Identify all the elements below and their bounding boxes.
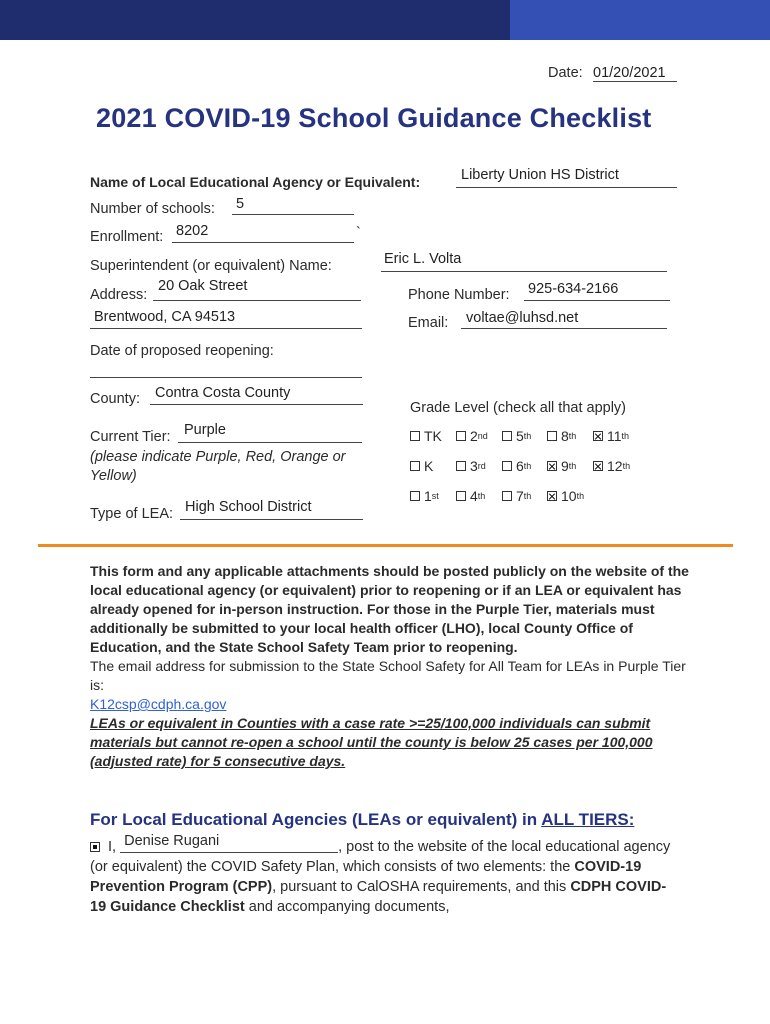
lea-value[interactable]: Liberty Union HS District — [461, 167, 619, 183]
grade-checkbox[interactable] — [410, 461, 420, 471]
attestation-checkbox[interactable] — [90, 842, 100, 852]
grade-checkbox[interactable] — [456, 491, 466, 501]
checklist-text: CDPH COVID-19 Guidance Checklist — [90, 879, 667, 915]
grade-label-text: 7 — [516, 488, 524, 504]
notice-email-text: The email address for submission to the State School Safety for All Team for LEAs in Purple Tier is: — [90, 658, 686, 693]
notice-block — [90, 562, 690, 771]
lea-label: Name of Local Educational Agency or Equivalent: — [90, 174, 421, 190]
all-tiers-heading — [90, 810, 634, 830]
signer-name: Denise Rugani — [124, 833, 220, 849]
date-value: 01/20/2021 — [593, 65, 677, 82]
grade-checkbox[interactable] — [502, 461, 512, 471]
grade-10[interactable] — [547, 488, 584, 504]
attestation-i: I, — [108, 839, 117, 855]
grade-label-text: K — [424, 458, 434, 474]
date-label: Date: — [548, 65, 583, 81]
schools-label: Number of schools: — [90, 201, 215, 217]
grade-9[interactable] — [547, 458, 576, 474]
tier-hint: (please indicate Purple, Red, Orange or Yellow) — [90, 449, 346, 484]
county-underline — [150, 404, 363, 405]
grade-checkbox[interactable] — [502, 431, 512, 441]
grade-checkbox[interactable] — [410, 431, 420, 441]
signer-field[interactable] — [120, 833, 338, 853]
grade-checkbox[interactable] — [547, 431, 557, 441]
enrollment-underline — [172, 242, 354, 243]
tier-value[interactable]: Purple — [184, 422, 226, 438]
grade-sup: th — [622, 461, 631, 471]
grade-sup: nd — [477, 431, 488, 441]
grade-label-text: 3 — [470, 458, 478, 474]
cpp-text: COVID-19 Prevention Program (CPP) — [90, 859, 642, 895]
header-bar-accent — [510, 0, 770, 40]
attestation-text-3: and accompanying documents, — [248, 899, 450, 915]
phone-value[interactable]: 925-634-2166 — [528, 281, 619, 297]
heading-all-tiers: ALL TIERS: — [541, 810, 635, 829]
attestation-text-2: , pursuant to CalOSHA requirements, and this — [272, 879, 567, 895]
grade-sup: rd — [477, 461, 486, 471]
lea-type-label: Type of LEA: — [90, 506, 174, 522]
grade-1[interactable] — [410, 488, 439, 504]
submission-email-link[interactable]: K12csp@cdph.ca.gov — [90, 696, 227, 712]
grade-label-text: 12 — [607, 458, 623, 474]
grade-sup: th — [523, 461, 532, 471]
enrollment-label: Enrollment: — [90, 229, 164, 245]
superintendent-underline — [381, 271, 667, 272]
address-line2[interactable]: Brentwood, CA 94513 — [94, 309, 236, 325]
grade-4[interactable] — [456, 488, 485, 504]
address-underline-1 — [153, 300, 361, 301]
address-underline-2 — [90, 328, 362, 329]
grade-sup: th — [523, 491, 532, 501]
grade-11[interactable] — [593, 428, 629, 444]
address-label: Address: — [90, 287, 148, 303]
grade-checkbox[interactable] — [456, 461, 466, 471]
attestation-text-1: , post to the website of the local educational agency (or equivalent) the COVID Safety Plan, which consists of two elements: the — [90, 839, 671, 875]
grade-checkbox[interactable] — [502, 491, 512, 501]
grade-checkbox[interactable] — [547, 491, 557, 501]
grade-label-text: 6 — [516, 458, 524, 474]
section-divider — [38, 544, 733, 547]
grade-checkbox[interactable] — [547, 461, 557, 471]
grade-12[interactable] — [593, 458, 630, 474]
superintendent-label: Superintendent (or equivalent) Name: — [90, 258, 332, 274]
phone-label: Phone Number: — [408, 287, 510, 303]
grade-checkbox[interactable] — [593, 431, 603, 441]
grade-level-label: Grade Level (check all that apply) — [410, 400, 626, 416]
grade-checkbox[interactable] — [456, 431, 466, 441]
email-underline — [461, 328, 667, 329]
grade-label-text: 5 — [516, 428, 524, 444]
grade-label-text: 8 — [561, 428, 569, 444]
grade-2[interactable] — [456, 428, 488, 444]
heading-prefix: For Local Educational Agencies (LEAs or equivalent) in — [90, 810, 538, 829]
grade-checkbox[interactable] — [410, 491, 420, 501]
grade-sup: th — [621, 431, 630, 441]
county-value[interactable]: Contra Costa County — [155, 385, 291, 401]
reopening-underline[interactable] — [90, 377, 362, 378]
schools-value[interactable]: 5 — [236, 196, 245, 212]
superintendent-value[interactable]: Eric L. Volta — [384, 251, 462, 267]
email-label: Email: — [408, 315, 449, 331]
phone-underline — [524, 300, 670, 301]
email-value[interactable]: voltae@luhsd.net — [466, 310, 579, 326]
grade-label-text: 1 — [424, 488, 432, 504]
grade-checkbox[interactable] — [593, 461, 603, 471]
grade-5[interactable] — [502, 428, 531, 444]
grade-3[interactable] — [456, 458, 486, 474]
grade-sup: th — [568, 431, 577, 441]
enrollment-tick: ` — [356, 225, 361, 241]
grade-tk[interactable] — [410, 428, 442, 444]
address-line1[interactable]: 20 Oak Street — [158, 278, 248, 294]
grade-sup: th — [523, 431, 532, 441]
attestation-block — [90, 833, 680, 917]
lea-type-value[interactable]: High School District — [185, 499, 312, 515]
schools-underline — [232, 214, 354, 215]
page-title: 2021 COVID-19 School Guidance Checklist — [96, 103, 652, 133]
grade-8[interactable] — [547, 428, 576, 444]
grade-7[interactable] — [502, 488, 531, 504]
grade-6[interactable] — [502, 458, 531, 474]
case-rate-warning: LEAs or equivalent in Counties with a case rate >=25/100,000 individuals can submit materials but cannot re-open a school until the county is below 25 cases per 100,000 (adjusted rate) for 5 consecutive days. — [90, 715, 653, 769]
county-label: County: — [90, 391, 140, 407]
grade-label-text: TK — [424, 428, 442, 444]
grade-sup: th — [568, 461, 577, 471]
grade-label-text: 11 — [607, 428, 622, 444]
lea-type-underline — [180, 519, 363, 520]
reopening-label: Date of proposed reopening: — [90, 343, 274, 359]
tier-underline — [178, 442, 362, 443]
grade-label-text: 10 — [561, 488, 577, 504]
grade-sup: th — [477, 491, 486, 501]
enrollment-value[interactable]: 8202 — [176, 223, 209, 239]
notice-bold-text: This form and any applicable attachments should be posted publicly on the website of the local educational agency (or equivalent) prior to reopening or if an LEA or equivalent has already opened for in-person instruction. For those in the Purple Tier, materials must additionally be submitted to your local health officer (LHO), local County Office of Education, and the State School Safety Team prior to reopening. — [90, 563, 689, 655]
grade-k[interactable] — [410, 458, 433, 474]
lea-underline — [456, 187, 677, 188]
grade-label-text: 4 — [470, 488, 478, 504]
grade-label-text: 2 — [470, 428, 478, 444]
grade-sup: st — [431, 491, 439, 501]
tier-label: Current Tier: — [90, 429, 171, 445]
grade-sup: th — [576, 491, 585, 501]
grade-label-text: 9 — [561, 458, 569, 474]
